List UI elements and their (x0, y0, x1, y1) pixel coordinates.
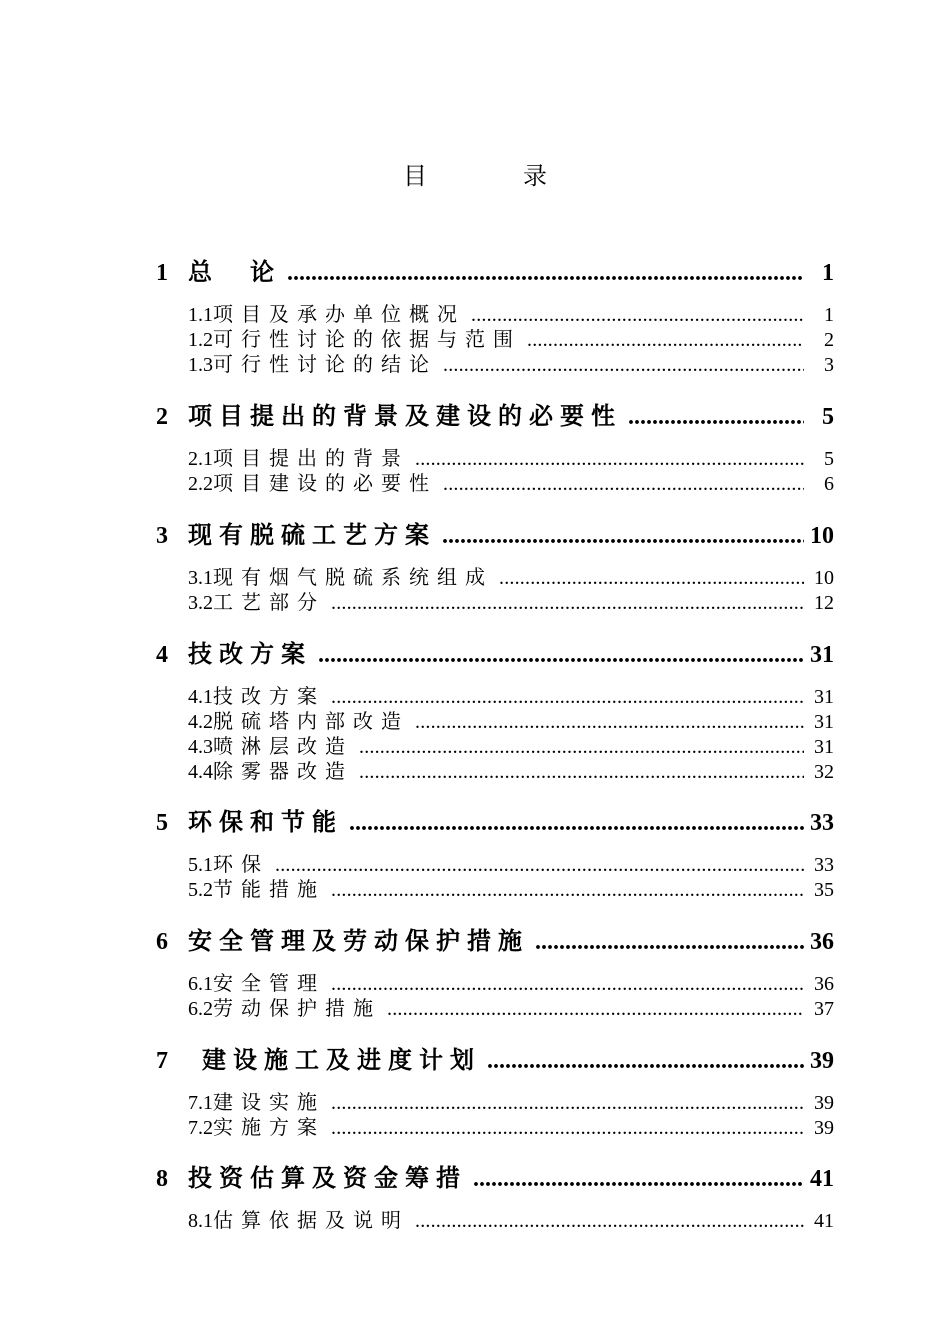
section-title: 劳动保护措施 (213, 998, 381, 1020)
chapter-title: 投资估算及资金筹措 (188, 1166, 467, 1192)
toc-section-7.2[interactable] (188, 1111, 834, 1139)
section-number: 6.1 (188, 973, 213, 995)
section-number: 2.1 (188, 448, 213, 470)
dot-leader (331, 592, 804, 615)
title-char-1: 目 (403, 164, 427, 190)
page-number: 39 (810, 1048, 834, 1074)
page-number: 31 (814, 686, 834, 708)
page-number: 31 (814, 711, 834, 733)
page-number: 10 (814, 567, 834, 589)
page-number: 39 (814, 1117, 834, 1139)
chapter-title: 总 论 (188, 260, 281, 286)
toc-section-3.2[interactable] (188, 586, 834, 614)
chapter-title: 现有脱硫工艺方案 (188, 523, 436, 549)
page-number: 31 (810, 642, 834, 668)
section-number: 4.2 (188, 711, 213, 733)
chapter-number: 7 (156, 1048, 168, 1074)
section-title: 安全管理 (213, 973, 325, 995)
toc-section-4.3[interactable] (188, 730, 834, 758)
chapter-number: 4 (156, 642, 168, 668)
dot-leader (442, 523, 804, 550)
toc-chapter-7[interactable] (156, 1040, 834, 1074)
section-number: 3.2 (188, 592, 213, 614)
dot-leader (487, 1048, 804, 1075)
page-number: 33 (814, 854, 834, 876)
section-number: 8.1 (188, 1210, 213, 1232)
section-number: 1.1 (188, 304, 213, 326)
chapter-number: 6 (156, 929, 168, 955)
toc-chapter-6[interactable] (156, 921, 834, 955)
section-title: 除雾器改造 (213, 761, 353, 783)
page-number: 36 (814, 973, 834, 995)
page-number: 1 (822, 260, 834, 286)
toc-section-8.1[interactable] (188, 1204, 834, 1232)
section-number: 1.2 (188, 329, 213, 351)
toc-section-2.2[interactable] (188, 467, 834, 495)
page-number: 32 (814, 761, 834, 783)
dot-leader (287, 260, 804, 287)
dot-leader (359, 761, 804, 784)
page-number: 2 (824, 329, 834, 351)
section-title: 可行性讨论的依据与范围 (213, 329, 521, 351)
section-title: 脱硫塔内部改造 (213, 711, 409, 733)
section-title: 可行性讨论的结论 (213, 354, 437, 376)
page-number: 10 (810, 523, 834, 549)
page-number: 35 (814, 879, 834, 901)
section-number: 7.2 (188, 1117, 213, 1139)
chapter-title: 安全管理及劳动保护措施 (188, 929, 529, 955)
toc-section-7.1[interactable] (188, 1086, 834, 1114)
dot-leader (535, 929, 804, 956)
page-number: 41 (814, 1210, 834, 1232)
section-number: 4.4 (188, 761, 213, 783)
toc-section-5.1[interactable] (188, 848, 834, 876)
page-title (0, 156, 950, 191)
chapter-title: 技改方案 (188, 642, 312, 668)
page-number: 37 (814, 998, 834, 1020)
title-char-2: 录 (523, 164, 547, 190)
section-title: 现有烟气脱硫系统组成 (213, 567, 493, 589)
toc-section-3.1[interactable] (188, 561, 834, 589)
toc-chapter-5[interactable] (156, 802, 834, 836)
section-number: 5.2 (188, 879, 213, 901)
dot-leader (387, 998, 804, 1021)
toc-section-5.2[interactable] (188, 873, 834, 901)
dot-leader (415, 1210, 804, 1233)
page-number: 6 (824, 473, 834, 495)
toc-section-6.1[interactable] (188, 967, 834, 995)
section-title: 项目提出的背景 (213, 448, 409, 470)
page-number: 39 (814, 1092, 834, 1114)
section-number: 6.2 (188, 998, 213, 1020)
section-number: 3.1 (188, 567, 213, 589)
toc-chapter-4[interactable] (156, 634, 834, 668)
section-number: 2.2 (188, 473, 213, 495)
section-title: 实施方案 (213, 1117, 325, 1139)
toc-chapter-8[interactable] (156, 1158, 834, 1192)
dot-leader (331, 879, 804, 902)
page-number: 3 (824, 354, 834, 376)
chapter-number: 3 (156, 523, 168, 549)
section-title: 项目建设的必要性 (213, 473, 437, 495)
dot-leader (443, 354, 804, 377)
chapter-number: 5 (156, 810, 168, 836)
section-title: 估算依据及说明 (213, 1210, 409, 1232)
section-title: 环保 (213, 854, 269, 876)
toc-chapter-3[interactable] (156, 515, 834, 549)
page-number: 5 (822, 404, 834, 430)
section-title: 项目及承办单位概况 (213, 304, 465, 326)
toc-section-4.4[interactable] (188, 755, 834, 783)
section-number: 5.1 (188, 854, 213, 876)
page-number: 5 (824, 448, 834, 470)
section-title: 工艺部分 (213, 592, 325, 614)
section-number: 4.1 (188, 686, 213, 708)
section-title: 技改方案 (213, 686, 325, 708)
chapter-title: 环保和节能 (188, 810, 343, 836)
dot-leader (628, 404, 804, 431)
page-number: 36 (810, 929, 834, 955)
chapter-number: 8 (156, 1166, 168, 1192)
section-number: 4.3 (188, 736, 213, 758)
section-number: 1.3 (188, 354, 213, 376)
page-number: 31 (814, 736, 834, 758)
dot-leader (349, 810, 804, 837)
toc-section-4.1[interactable] (188, 680, 834, 708)
toc-section-4.2[interactable] (188, 705, 834, 733)
toc-chapter-1[interactable] (156, 252, 834, 286)
toc-chapter-2[interactable] (156, 396, 834, 430)
chapter-title: 建设施工及进度计划 (202, 1048, 481, 1074)
dot-leader (331, 1117, 804, 1140)
toc-section-2.1[interactable] (188, 442, 834, 470)
section-number: 7.1 (188, 1092, 213, 1114)
chapter-number: 1 (156, 260, 168, 286)
chapter-number: 2 (156, 404, 168, 430)
dot-leader (473, 1166, 804, 1193)
dot-leader (443, 473, 804, 496)
toc-section-1.2[interactable] (188, 323, 834, 351)
page-number: 1 (824, 304, 834, 326)
toc-section-1.1[interactable] (188, 298, 834, 326)
page-number: 33 (810, 810, 834, 836)
section-title: 建设实施 (213, 1092, 325, 1114)
dot-leader (318, 642, 804, 669)
section-title: 节能措施 (213, 879, 325, 901)
section-title: 喷淋层改造 (213, 736, 353, 758)
page-number: 41 (810, 1166, 834, 1192)
page-number: 12 (814, 592, 834, 614)
toc-section-6.2[interactable] (188, 992, 834, 1020)
chapter-title: 项目提出的背景及建设的必要性 (188, 404, 622, 430)
toc-section-1.3[interactable] (188, 348, 834, 376)
